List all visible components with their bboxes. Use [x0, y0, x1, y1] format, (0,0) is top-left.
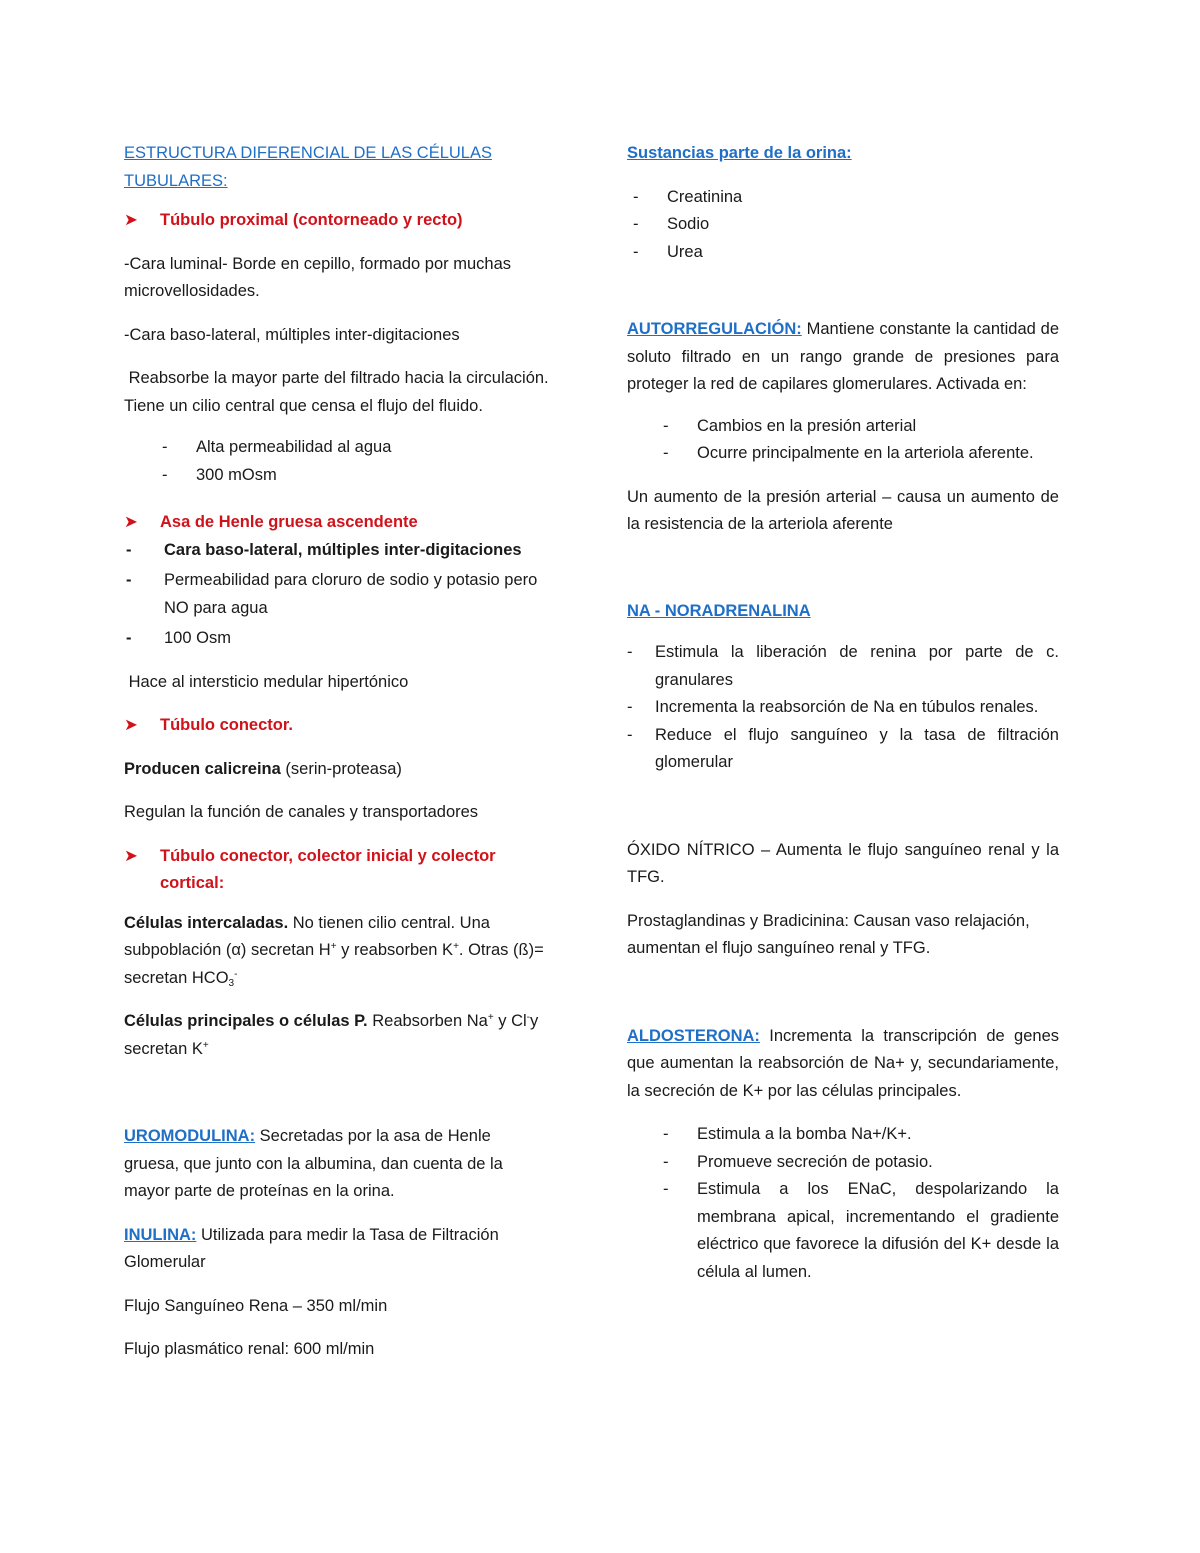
superscript: +: [330, 941, 337, 952]
superscript: +: [453, 941, 459, 952]
section-title-noradrenalina: NA - NORADRENALINA: [627, 601, 811, 620]
heading-text: Túbulo proximal (contorneado y recto): [160, 211, 463, 229]
right-column: [627, 140, 1059, 1286]
paragraph-celulas-principales: [124, 1008, 549, 1063]
paragraph-regulan: Regulan la función de canales y transportadores: [124, 803, 479, 821]
text: . Otras (ß)= secretan HCO: [124, 941, 544, 987]
text: y Cl: [493, 1012, 527, 1030]
dash-bullet-icon: -: [663, 444, 669, 462]
list-item-text: Sodio: [667, 215, 710, 233]
dash-bullet-icon: -: [627, 643, 633, 661]
list-tubulo-proximal: [124, 434, 549, 489]
bold-text: Células principales o células P.: [124, 1012, 368, 1030]
list-item: [124, 567, 549, 622]
list-item-text: 100 Osm: [164, 629, 231, 647]
list-item-text: Incrementa la reabsorción de Na en túbulos renales.: [655, 698, 1039, 716]
superscript: +: [202, 1039, 209, 1051]
list-item: [627, 722, 1059, 777]
list-item-text: Promueve secreción de potasio.: [697, 1152, 933, 1171]
paragraph-uromodulina: [124, 1123, 549, 1206]
text: (serin-proteasa): [280, 759, 402, 778]
list-item: [124, 625, 549, 653]
dash-bullet-icon: -: [162, 438, 168, 456]
paragraph-oxido-nitrico: ÓXIDO NÍTRICO – Aumenta le flujo sanguíneo renal y la TFG.: [627, 840, 1059, 886]
paragraph-cara-luminal: -Cara luminal- Borde en cepillo, formado por muchas microvellosidades.: [124, 254, 512, 300]
paragraph-prostaglandinas: Prostaglandinas y Bradicinina: Causan vaso relajación, aumentan el flujo sanguíneo renal y TFG.: [627, 911, 1030, 957]
text: Incrementa la transcripción de genes que aumentan la reabsorción de Na+ y, secundariamente, la secreción de K+ por las células principales.: [627, 1026, 1059, 1100]
list-item: [627, 694, 1059, 722]
subscript: 3: [228, 977, 235, 989]
list-item-text: Alta permeabilidad al agua: [196, 438, 392, 456]
list-noradrenalina: [627, 639, 1059, 777]
list-item: [627, 1176, 1059, 1286]
inulina-label: INULINA:: [124, 1225, 197, 1244]
list-item: [627, 1149, 1059, 1177]
list-item: [124, 462, 549, 490]
list-item-text: Ocurre principalmente en la arteriola aferente.: [697, 444, 1034, 462]
heading-text: Asa de Henle gruesa ascendente: [160, 513, 418, 531]
list-item-text: Creatinina: [667, 187, 743, 206]
dash-bullet-icon: -: [126, 540, 132, 559]
bold-text: Células intercaladas.: [124, 913, 289, 932]
text: y secretan K: [124, 1012, 539, 1058]
dash-bullet-icon: -: [663, 1180, 669, 1198]
text: Reabsorben Na: [367, 1012, 488, 1030]
text: Mantiene constante la cantidad de soluto filtrado en un rango grande de presiones para proteger la red de capilares glomerulares. Activada en:: [627, 320, 1059, 393]
superscript: -: [234, 968, 238, 980]
list-item: [627, 440, 1059, 468]
list-aldosterona: [627, 1121, 1059, 1286]
paragraph-reabsorbe: Reabsorbe la mayor parte del filtrado hacia la circulación. Tiene un cilio central que censa el flujo del fluido.: [124, 369, 553, 415]
list-item-text: Estimula a los ENaC, despolarizando la membrana apical, incrementando el gradiente eléctrico que favorece la difusión del K+ desde la célula al lumen.: [697, 1180, 1059, 1281]
arrow-bullet-icon: ➤: [124, 716, 138, 734]
list-item-text: Estimula a la bomba Na+/K+.: [697, 1125, 912, 1143]
list-item-text: 300 mOsm: [196, 465, 277, 484]
list-autorregulacion: [627, 413, 1059, 468]
list-item: [627, 639, 1059, 694]
heading-text: Túbulo conector.: [160, 716, 293, 734]
list-item: [627, 239, 1059, 267]
autorregulacion-label: AUTORREGULACIÓN:: [627, 320, 802, 338]
list-item-text: Cara baso-lateral, múltiples inter-digitaciones: [164, 540, 522, 559]
dash-bullet-icon: -: [663, 1152, 669, 1171]
arrow-bullet-icon: ➤: [124, 211, 138, 229]
paragraph-aldosterona: [627, 1023, 1059, 1106]
paragraph-inulina: [124, 1222, 549, 1277]
superscript: +: [487, 1012, 494, 1023]
list-asa-de-henle: [124, 537, 549, 653]
uromodulina-label: UROMODULINA:: [124, 1127, 256, 1145]
paragraph-celulas-intercaladas: [124, 910, 549, 993]
list-item-text: Permeabilidad para cloruro de sodio y potasio pero NO para agua: [164, 571, 538, 617]
list-item-text: Reduce el flujo sanguíneo y la tasa de filtración glomerular: [655, 725, 1059, 771]
paragraph-flujo-plasmatico: Flujo plasmático renal: 600 ml/min: [124, 1340, 375, 1358]
text: Secretadas por la asa de Henle gruesa, que junto con la albumina, dan cuenta de la mayor parte de proteínas en la orina.: [124, 1127, 503, 1200]
text: Utilizada para medir la Tasa de Filtración Glomerular: [124, 1225, 499, 1271]
heading-tubulo-colector: [124, 843, 549, 898]
list-item: [627, 1121, 1059, 1149]
paragraph-calicreina: [124, 756, 549, 784]
dash-bullet-icon: -: [627, 698, 633, 716]
list-item: [124, 434, 549, 462]
aldosterona-label: ALDOSTERONA:: [627, 1026, 760, 1045]
section-title-estructura: ESTRUCTURA DIFERENCIAL DE LAS CÉLULAS TUBULARES:: [124, 144, 492, 190]
dash-bullet-icon: -: [126, 629, 132, 647]
dash-bullet-icon: -: [633, 215, 639, 233]
heading-tubulo-conector: [124, 712, 549, 740]
paragraph-flujo-sanguineo: Flujo Sanguíneo Rena – 350 ml/min: [124, 1296, 388, 1315]
paragraph-intersticio: Hace al intersticio medular hipertónico: [124, 672, 409, 691]
arrow-bullet-icon: ➤: [124, 513, 138, 531]
list-item-text: Urea: [667, 242, 703, 261]
bold-text: Producen calicreina: [124, 759, 281, 778]
list-item: [627, 211, 1059, 239]
paragraph-cara-baso-lateral: -Cara baso-lateral, múltiples inter-digitaciones: [124, 325, 460, 344]
heading-tubulo-proximal: [124, 207, 549, 235]
superscript: -: [526, 1012, 531, 1023]
dash-bullet-icon: -: [633, 242, 639, 261]
list-item-text: Cambios en la presión arterial: [697, 416, 917, 435]
section-title-sustancias: Sustancias parte de la orina:: [627, 144, 852, 162]
list-item-text: Estimula la liberación de renina por parte de c. granulares: [655, 643, 1059, 689]
arrow-bullet-icon: ➤: [124, 846, 138, 865]
paragraph-aumento-presion: Un aumento de la presión arterial – causa un aumento de la resistencia de la arteriola aferente: [627, 487, 1059, 533]
left-column: [124, 140, 553, 1364]
heading-text: Túbulo conector, colector inicial y colector cortical:: [160, 846, 496, 892]
dash-bullet-icon: -: [663, 416, 669, 435]
dash-bullet-icon: -: [633, 187, 639, 206]
dash-bullet-icon: -: [627, 725, 633, 744]
list-item: [627, 184, 1059, 212]
list-sustancias: [627, 184, 1059, 267]
dash-bullet-icon: -: [663, 1125, 669, 1143]
dash-bullet-icon: -: [162, 465, 168, 484]
text: No tienen cilio central. Una subpoblación (α) secretan H: [124, 913, 490, 959]
list-item: [627, 413, 1059, 441]
dash-bullet-icon: -: [126, 571, 132, 589]
paragraph-autorregulacion: [627, 316, 1059, 399]
list-item: [124, 537, 549, 565]
text: y reabsorben K: [336, 941, 454, 959]
heading-asa-de-henle: [124, 509, 549, 537]
